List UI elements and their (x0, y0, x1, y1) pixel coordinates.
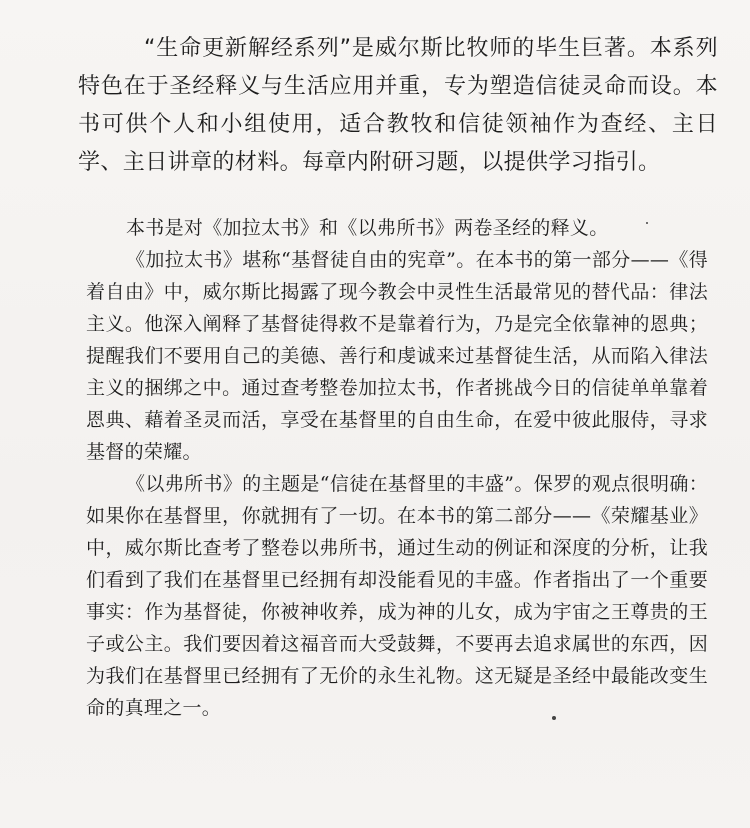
scan-speck (646, 222, 648, 224)
paragraph-galatians: 《加拉太书》堪称“基督徒自由的宪章”。在本书的第一部分——《得着自由》中，威尔斯比揭露了现今教会中灵性生活最常见的替代品：律法主义。他深入阐释了基督徒得救不是靠着行为，乃是完全依靠神的恩典；提醒我们不要用自己的美德、善行和虔诚来过基督徒生活，从而陷入律法主义的捆绑之中。通过查考整卷加拉太书，作者挑战今日的信徒单单靠着恩典、藉着圣灵而活，享受在基督里的自由生命，在爱中彼此服侍，寻求基督的荣耀。 (86, 249, 708, 463)
paragraph-ephesians: 《以弗所书》的主题是“信徒在基督里的丰盛”。保罗的观点很明确：如果你在基督里，你就拥有了一切。在本书的第二部分——《荣耀基业》中，威尔斯比查考了整卷以弗所书，通过生动的例证和深度的分析，让我们看到了我们在基督里已经拥有却没能看见的丰盛。作者指出了一个重要事实：作为基督徒，你被神收养，成为神的儿女，成为宇宙之王尊贵的王子或公主。我们要因着这福音而大受鼓舞，不要再去追求属世的东西，因为我们在基督里已经拥有了无价的永生礼物。这无疑是圣经中最能改变生命的真理之一。 (86, 473, 708, 719)
series-introduction: “生命更新解经系列”是威尔斯比牧师的毕生巨著。本系列特色在于圣经释义与生活应用并重，专为塑造信徒灵命而设。本书可供个人和小组使用，适合教牧和信徒领袖作为查经、主日学、主日讲章的材料。每章内附研习题，以提供学习指引。 (78, 36, 718, 175)
book-description (86, 212, 708, 724)
paragraph-overview: 本书是对《加拉太书》和《以弗所书》两卷圣经的释义。 (126, 217, 609, 239)
scan-speck (552, 716, 556, 720)
